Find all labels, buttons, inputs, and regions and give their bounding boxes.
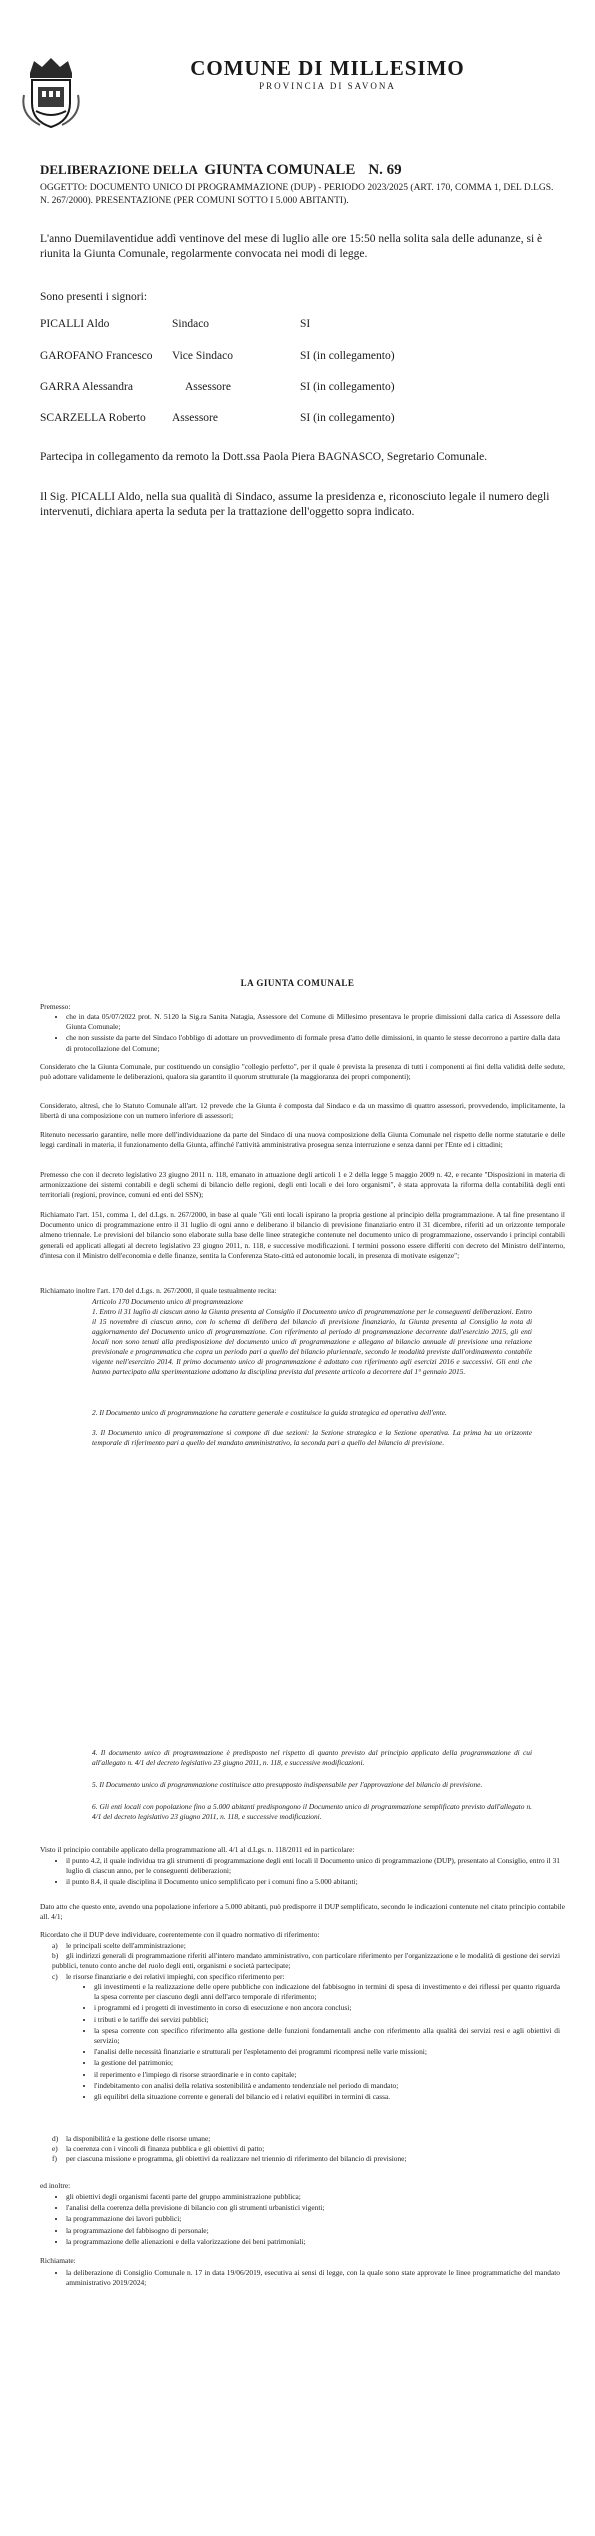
- present-label: Sono presenti i signori:: [40, 291, 148, 303]
- list-item: • gli obiettivi degli organismi facenti parte del gruppo amministrazione pubblica;: [66, 2192, 560, 2202]
- list-item: • la deliberazione di Consiglio Comunale n. 17 in data 19/06/2019, esecutiva ai sensi di legge, con la quale sono state approvate le linee programmatiche del mandato amministrativo 2019/2024;: [66, 2268, 560, 2288]
- ritenuto-paragraph: Ritenuto necessario garantire, nelle more dell'individuazione da parte del Sindaco di una nuova composizione della Giunta Comunale nel rispetto delle norme statutarie e delle leggi cardinali in materia, il funzionamento della Giunta, affinché l'attività amministrativa prosegua senza interruzione e senza danni per l'Ente ed i cittadini;: [40, 1130, 565, 1150]
- deliberation-heading: DELIBERAZIONE DELLA GIUNTA COMUNALE N. 69: [40, 162, 402, 178]
- list-item: • la programmazione del fabbisogno di personale;: [66, 2226, 560, 2236]
- visto-label: Visto il principio contabile applicato della programmazione all. 4/1 al d.Lgs. n. 118/2011 ed in particolare:: [40, 1845, 355, 1854]
- subject: OGGETTO: DOCUMENTO UNICO DI PROGRAMMAZIONE (DUP) - PERIODO 2023/2025 (ART. 170, COMMA 1, DEL D.LGS. N. 267/2000). PRESENTAZIONE (PER COMUNI SOTTO I 5.000 ABITANTI).: [40, 183, 554, 206]
- article-170-para-5: 5. Il Documento unico di programmazione costituisce atto presupposto indispensabile per l'approvazione del bilancio di previsione.: [92, 1780, 483, 1789]
- list-item: b) gli indirizzi generali di programmazione riferiti all'intero mandato amministrativo, con particolare riferimento per l'organizzazione e le modalità di gestione dei servizi pubblici, tenuto conto anche del ruolo degli enti, organismi e società partecipate;: [52, 1951, 560, 1971]
- list-item: e) la coerenza con i vincoli di finanza pubblica e gli obiettivi di patto;: [52, 2144, 265, 2154]
- richiamate-list: [52, 2268, 560, 2289]
- list-item: • la spesa corrente con specifico riferimento alla gestione delle funzioni fondamentali anche con riferimento alla qualità dei servizi resi e agli obiettivi di servizio;: [94, 2026, 560, 2046]
- member-row: SCARZELLA Roberto Assessore SI (in collegamento): [40, 412, 395, 424]
- intro-paragraph: L'anno Duemilaventidue addì ventinove del mese di luglio alle ore 15:50 nella solita sala delle adunanze, si è riunita la Giunta Comunale, regolarmente convocata nei modi di legge.: [40, 233, 543, 260]
- mayor-paragraph: Il Sig. PICALLI Aldo, nella sua qualità di Sindaco, assume la presidenza e, riconosciuto legale il numero degli intervenuti, dichiara aperta la seduta per la trattazione dell'oggetto sopra indicato.: [40, 491, 550, 518]
- province-name: PROVINCIA DI SAVONA: [259, 81, 396, 91]
- list-item: • i tributi e le tariffe dei servizi pubblici;: [94, 2015, 560, 2025]
- richiamato-paragraph: Richiamato l'art. 151, comma 1, del d.Lgs. n. 267/2000, in base al quale "Gli enti locali ispirano la propria gestione al principio della programmazione. A tal fine presentano il Documento unico di programmazione entro il 31 luglio di ogni anno e deliberano il bilancio di previsione finanziario entro il 31 dicembre, riferiti ad un orizzonte temporale almeno triennale. Le previsioni del bilancio sono elaborate sulla base delle linee strategiche contenute nel documento unico di programmazione, osservando i principi contabili generali ed applicati allegati al decreto legislativo 23 giugno 2011, n. 118, e successive modificazioni. I termini possono essere differiti con decreto del Ministro dell'interno, d'intesa con il Ministro dell'economia e delle finanze, sentita la Conferenza Stato-città ed autonomie locali, in presenza di motivate esigenze";: [40, 1210, 565, 1260]
- ricordato-list-2: [52, 2134, 560, 2165]
- richiamate-label: Richiamate:: [40, 2256, 76, 2265]
- section-title: LA GIUNTA COMUNALE: [240, 978, 355, 988]
- ed-inoltre-label: ed inoltre:: [40, 2181, 71, 2190]
- list-item: • l'analisi della coerenza della previsione di bilancio con gli strumenti urbanistici vigenti;: [66, 2203, 560, 2213]
- list-item: c) le risorse finanziarie e dei relativi impieghi, con specifico riferimento per:: [52, 1971, 285, 1981]
- list-item: • i programmi ed i progetti di investimento in corso di esecuzione e non ancora conclusi;: [94, 2003, 560, 2013]
- dato-atto-paragraph: Dato atto che questo ente, avendo una popolazione inferiore a 5.000 abitanti, può predisporre il DUP semplificato, secondo le indicazioni contenute nel citato principio contabile all. 4/1;: [40, 1902, 565, 1922]
- municipality-name: COMUNE DI MILLESIMO: [190, 56, 465, 80]
- secretary-paragraph: Partecipa in collegamento da remoto la Dott.ssa Paola Piera BAGNASCO, Segretario Comunale.: [40, 451, 488, 463]
- list-item: • il punto 4.2, il quale individua tra gli strumenti di programmazione degli enti locali il Documento unico di programmazione (DUP), presentato al Consiglio, entro il 31 luglio di ciascun anno, per le conseguenti deliberazioni;: [66, 1856, 560, 1876]
- ricordato-list: [52, 1941, 560, 1982]
- article-170-para-2: 2. Il Documento unico di programmazione ha carattere generale e costituisce la guida strategica ed operativa dell'ente.: [92, 1408, 447, 1417]
- ricordato-label: Ricordato che il DUP deve individuare, coerentemente con il quadro normativo di riferimento:: [40, 1930, 320, 1939]
- ed-inoltre-list: [52, 2192, 560, 2248]
- list-item: • gli equilibri della situazione corrente e generali del bilancio ed i relativi equilibri in termini di cassa.: [94, 2092, 560, 2102]
- article-170-para-6: 6. Gli enti locali con popolazione fino a 5.000 abitanti predispongono il Documento unico di programmazione semplificato previsto dall'allegato n. 4/1 del decreto legislativo 23 giugno 2011, n. 118, e successive modificazioni.: [92, 1802, 532, 1821]
- list-item: • il punto 8.4, il quale disciplina il Documento unico semplificato per i comuni fino a 5.000 abitanti;: [66, 1877, 560, 1887]
- considerato-paragraph-2: Considerato, altresì, che lo Statuto Comunale all'art. 12 prevede che la Giunta è composta dal Sindaco e da un massimo di quattro assessori, provvedendo, implicitamente, la libertà di una composizione con un numero inferiore di assessori;: [40, 1101, 565, 1121]
- richiamato-label: Richiamato inoltre l'art. 170 del d.Lgs. n. 267/2000, il quale testualmente recita:: [40, 1286, 277, 1295]
- list-item: • l'analisi delle necessità finanziarie e strutturali per l'espletamento dei programmi ricompresi nelle varie missioni;: [94, 2047, 560, 2057]
- list-item: • che in data 05/07/2022 prot. N. 5120 la Sig.ra Sanita Natagia, Assessore del Comune di Millesimo presentava le proprie dimissioni dalla carica di Assessore della Giunta Comunale;: [66, 1012, 560, 1032]
- article-170-para-1: 1. Entro il 31 luglio di ciascun anno la Giunta presenta al Consiglio il Documento unico di programmazione per le conseguenti deliberazioni. Entro il 15 novembre di ciascun anno, con lo schema di delibera del bilancio di previsione finanziario, la Giunta presenta al Consiglio la nota di aggiornamento del Documento unico di programmazione. Con riferimento al periodo di programmazione decorrente dall'esercizio 2015, gli enti locali non sono tenuti alla predisposizione del documento unico di programmazione e allegano al bilancio annuale di previsione una relazione previsionale e programmatica che copra un periodo pari a quello del bilancio pluriennale, secondo le modalità previste dall'ordinamento contabile vigente nell'esercizio 2014. Il primo documento unico di programmazione è adottato con riferimento agli esercizi 2016 e successivi. Gli enti che hanno partecipato alla sperimentazione adottano la disciplina prevista dal presente articolo a decorrere dal 1° gennaio 2015.: [92, 1307, 532, 1376]
- list-item: • la gestione del patrimonio;: [94, 2058, 560, 2068]
- risorse-list: [80, 1982, 560, 2103]
- list-item: • gli investimenti e la realizzazione delle opere pubbliche con indicazione del fabbisogno in termini di spesa di investimento e dei riflessi per quanto riguarda la spesa corrente per ciascuno degli anni dell'arco temporale di riferimento;: [94, 1982, 560, 2002]
- member-row: GAROFANO Francesco Vice Sindaco SI (in collegamento): [40, 350, 395, 362]
- list-item: • la programmazione delle alienazioni e della valorizzazione dei beni patrimoniali;: [66, 2237, 560, 2247]
- premesso-paragraph-2: Premesso che con il decreto legislativo 23 giugno 2011 n. 118, emanato in attuazione degli articoli 1 e 2 della legge 5 maggio 2009 n. 42, e recante "Disposizioni in materia di armonizzazione dei sistemi contabili e degli schemi di bilancio delle regioni, degli enti locali e dei loro organismi", è stata approvata la riforma della contabilità degli enti territoriali (regioni, province, comuni ed enti del SSN);: [40, 1170, 565, 1200]
- visto-list: [52, 1856, 560, 1889]
- list-item: • il reperimento e l'impiego di risorse straordinarie e in conto capitale;: [94, 2070, 560, 2080]
- list-item: • la programmazione dei lavori pubblici;: [66, 2214, 560, 2224]
- header-title: [0, 56, 595, 91]
- article-170-para-3: 3. Il Documento unico di programmazione si compone di due sezioni: la Sezione strategica e la Sezione operativa. La prima ha un orizzonte temporale di riferimento pari a quello del mandato amministrativo, la seconda pari a quello del bilancio di previsione.: [92, 1428, 532, 1447]
- premesso-label: Premesso:: [40, 1002, 71, 1011]
- member-row: GARRA Alessandra Assessore SI (in collegamento): [40, 381, 395, 393]
- list-item: • che non sussiste da parte del Sindaco l'obbligo di adottare un provvedimento di formale presa d'atto delle dimissioni, in quanto le stesse decorrono a partire dalla data di protocollazione del Comune;: [66, 1033, 560, 1053]
- list-item: a) le principali scelte dell'amministrazione;: [52, 1941, 186, 1950]
- member-row: PICALLI Aldo Sindaco SI: [40, 318, 311, 330]
- article-170-title: Articolo 170 Documento unico di programmazione: [92, 1297, 244, 1306]
- premesso-list: [52, 1012, 560, 1055]
- considerato-paragraph: Considerato che la Giunta Comunale, pur costituendo un consiglio "collegio perfetto", per il quale è prevista la presenza di tutti i componenti ai fini della validità delle sedute, può adottare validamente le deliberazioni, qualora sia garantito il quorum strutturale (la maggioranza dei propri componenti);: [40, 1062, 565, 1082]
- list-item: f) per ciascuna missione e programma, gli obiettivi da realizzare nel triennio di riferimento del bilancio di previsione;: [52, 2154, 407, 2164]
- list-item: d) la disponibilità e la gestione delle risorse umane;: [52, 2134, 211, 2143]
- article-170-para-4: 4. Il documento unico di programmazione è predisposto nel rispetto di quanto previsto dal principio applicato della programmazione di cui all'allegato n. 4/1 del decreto legislativo 23 giugno 2011, n. 118, e successive modificazioni.: [92, 1748, 532, 1767]
- list-item: • l'indebitamento con analisi della relativa sostenibilità e andamento tendenziale nel periodo di mandato;: [94, 2081, 560, 2091]
